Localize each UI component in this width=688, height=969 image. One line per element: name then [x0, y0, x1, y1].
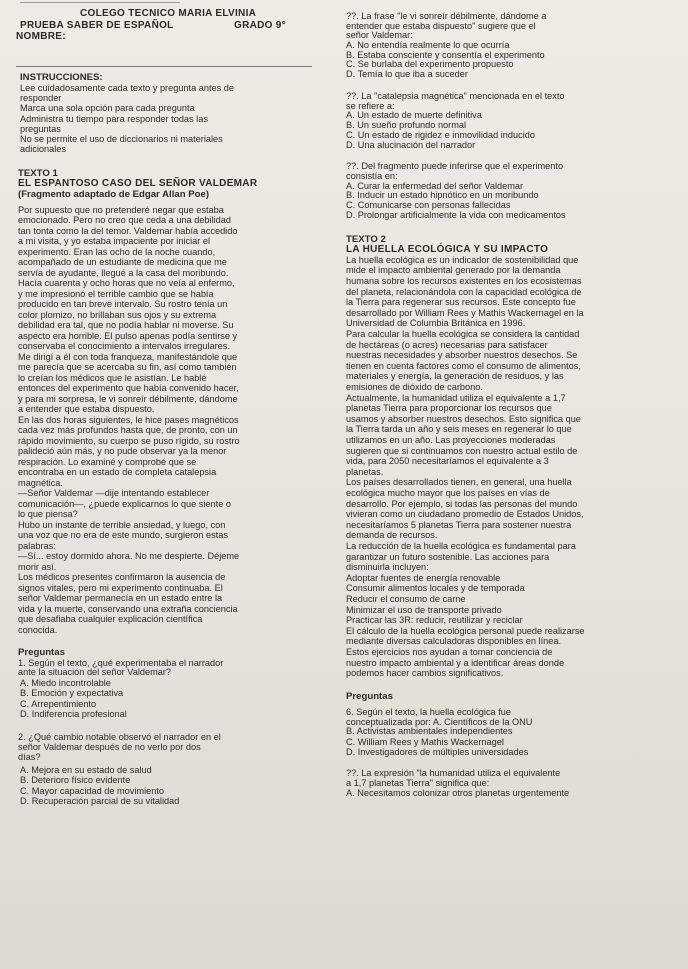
- text1-line: respiración. Lo examiné y comprobé que se: [18, 456, 197, 467]
- instruction-line: Marca una sola opción para cada pregunta: [20, 103, 195, 114]
- question-2-text: 2. ¿Qué cambio notable observó el narrador en el: [18, 732, 221, 743]
- question-2-text: días?: [18, 752, 41, 763]
- text2-line: planetas Tierra para proporcionar los recursos que: [346, 403, 552, 414]
- q6-option[interactable]: C. William Rees y Mathis Wackernagel: [346, 736, 504, 747]
- text2-line: utilizamos en un año. Las proyecciones moderadas: [346, 435, 556, 445]
- instructions-title: INSTRUCCIONES:: [20, 72, 103, 83]
- question-3-text: ??. La frase "le vi sonreír débilmente, dándome a: [346, 11, 547, 21]
- instruction-line: responder: [20, 93, 62, 104]
- text1-line: palideció aún más, y no pude observar ya la menor: [18, 446, 227, 457]
- text2-line: mediante diversas calculadoras disponibles en línea.: [346, 636, 562, 647]
- text1-line: rápido movimiento, su cuerpo se puso rígido, su rostro: [18, 435, 240, 446]
- text1-line: comunicación—, ¿puede explicarnos lo que siente o: [18, 498, 231, 509]
- text2-line: Estos ejercicios nos ayudan a tomar conciencia de: [346, 647, 553, 657]
- q4-option[interactable]: C. Un estado de rigidez e inmovilidad inducido: [346, 129, 535, 140]
- instruction-line: preguntas: [20, 123, 61, 134]
- text2-line: planetas.: [346, 466, 384, 477]
- q5-option[interactable]: C. Comunicarse con personas fallecidas: [346, 200, 511, 211]
- text1-line: lo que piensa?: [18, 509, 78, 520]
- text1-line: magnética.: [18, 477, 63, 488]
- text1-line: que desafiaba cualquier explicación científica: [18, 614, 203, 625]
- text2-line: emisiones de dióxido de carbono.: [346, 382, 483, 392]
- text2-line: materiales y energía, la generación de residuos, y las: [346, 371, 564, 382]
- text2-line: la Tierra para regenerar sus recursos. Este concepto fue: [346, 297, 576, 308]
- text2-line: La reducción de la huella ecológica es fundamental para: [346, 541, 576, 551]
- text1-line: una voz que no era de este mundo, surgieron estas: [18, 530, 228, 541]
- text1-line: debilidad era tal, que no podía hablar ni moverse. Su: [18, 320, 234, 331]
- text1-line: me parecía que se acercaba su fin, así como también: [18, 362, 237, 373]
- text1-line: palabras:: [18, 540, 56, 551]
- text2-line: podemos hacer cambios significativos.: [346, 668, 504, 679]
- q6-option[interactable]: D. Investigadores de múltiples universidades: [346, 747, 529, 758]
- text1-title: EL ESPANTOSO CASO DEL SEÑOR VALDEMAR: [18, 178, 258, 190]
- text1-line: lo creían los médicos que le asistían. Le hablé: [18, 372, 207, 383]
- question-4-text: ??. La "catalepsia magnética" mencionada en el texto: [346, 91, 565, 101]
- text2-line: vida, para 2050 necesitaríamos el equivalente a 3: [346, 456, 549, 467]
- text1-line: y me impresionó el terrible cambio que se había: [18, 288, 214, 299]
- q2-option[interactable]: C. Mayor capacidad de movimiento: [20, 785, 165, 796]
- test-title: PRUEBA SABER DE ESPAÑOL: [20, 20, 174, 31]
- text2-line: Actualmente, la humanidad utiliza el equivalente a 1,7: [346, 392, 566, 403]
- text2-line: La huella ecológica es un indicador de sostenibilidad que: [346, 254, 579, 265]
- questions-title: Preguntas: [18, 647, 65, 659]
- text2-line: necesitaríamos 5 planetas Tierra para sostener nuestra: [346, 519, 572, 530]
- text2-line: Practicar las 3R: reducir, reutilizar y reciclar: [346, 615, 523, 626]
- instruction-line: Administra tu tiempo para responder todas las: [20, 113, 208, 124]
- question-3-text: señor Valdemar:: [346, 30, 413, 41]
- instruction-line: adicionales: [20, 144, 66, 155]
- text1-line: Los médicos presentes confirmaron la ausencia de: [18, 572, 226, 583]
- text1-line: signos vitales, pero mi experimento continuaba. El: [18, 582, 223, 593]
- text2-line: Los países desarrollados tienen, en general, una huella: [346, 477, 572, 488]
- q1-option[interactable]: C. Arrepentimiento: [20, 698, 97, 709]
- text2-line: Universidad de Columbia Británica en 1996.: [346, 318, 526, 329]
- text1-line: y para mi sorpresa, le vi sonreír débilmente, dándome: [18, 393, 238, 404]
- top-divider: [20, 2, 180, 3]
- text1-line: morir así.: [18, 561, 57, 572]
- text2-line: tienen en cuenta factores como el consumo de alimentos,: [346, 360, 581, 371]
- text2-line: desarrollo. Por ejemplo, si todas las personas del mundo: [346, 498, 578, 509]
- q6-option[interactable]: B. Activistas ambientales independientes: [346, 726, 513, 737]
- text2-line: nuestro impacto ambiental y a identificar áreas donde: [346, 657, 565, 668]
- text1-line: experimento. Eran las ocho de la noche cuando,: [18, 246, 216, 257]
- question-1-text: ante la situación del señor Valdemar?: [18, 667, 172, 678]
- text1-line: —Señor Valdemar —dije intentando establecer: [18, 488, 210, 499]
- q5-option[interactable]: D. Prolongar artificialmente la vida con medicamentos: [346, 210, 566, 220]
- question-2-text: señor Valdemar después de no verlo por dos: [18, 742, 201, 753]
- name-label: NOMBRE:: [16, 31, 66, 42]
- instruction-line: No se permite el uso de diccionarios ni materiales: [20, 134, 223, 144]
- text2-line: Minimizar el uso de transporte privado: [346, 604, 502, 615]
- q1-option[interactable]: A. Miedo incontrolable: [20, 677, 111, 688]
- question-5-text: consistía en:: [346, 171, 398, 181]
- text1-line: Hubo un instante de terrible ansiedad, y luego, con: [18, 519, 226, 530]
- questions-2-title: Preguntas: [346, 690, 393, 702]
- text2-line: Consumir alimentos locales y de temporada: [346, 583, 525, 594]
- text2-line: sugieren que si continuamos con nuestro actual estilo de: [346, 445, 578, 456]
- text1-line: Hacía cuarenta y ocho horas que no veía al enfermo,: [18, 278, 235, 289]
- text2-line: garantizar un futuro sostenible. Las acciones para: [346, 551, 550, 562]
- text2-line: Adoptar fuentes de energía renovable: [346, 572, 501, 583]
- text2-line: demanda de recursos.: [346, 530, 438, 541]
- text2-line: Reducir el consumo de carne: [346, 594, 466, 604]
- question-5-text: ??. Del fragmento puede inferirse que el experimento: [346, 161, 564, 172]
- text1-line: vida y la muerte, conservando una extraña conciencia: [18, 603, 238, 614]
- q2-option[interactable]: A. Mejora en su estado de salud: [20, 765, 152, 776]
- text1-line: aspecto era horrible. El pulso apenas podía sentirse y: [18, 330, 238, 341]
- text1-line: señor Valdemar permanecía en un estado entre la: [18, 593, 223, 604]
- question-7-text: a 1,7 planetas Tierra" significa que:: [346, 777, 490, 788]
- text1-line: En las dos horas siguientes, le hice pases magnéticos: [18, 414, 239, 425]
- school-name: COLEGO TECNICO MARIA ELVINIA: [80, 8, 257, 19]
- text2-line: humana sobre los recursos existentes en los ecosistemas: [346, 276, 582, 286]
- grade-label: GRADO 9°: [234, 20, 286, 31]
- q4-option[interactable]: B. Un sueño profundo normal: [346, 120, 467, 130]
- q2-option[interactable]: B. Deterioro físico evidente: [20, 775, 131, 786]
- question-6-text: 6. Según el texto, la huella ecológica fue: [346, 706, 511, 717]
- text1-label: TEXTO 1: [18, 168, 58, 180]
- text1-line: color plomizo, no brillaban sus ojos y su extrema: [18, 309, 217, 320]
- q5-option[interactable]: B. Inducir un estado hipnótico en un moribundo: [346, 190, 539, 201]
- question-3-text: entender que estaba dispuesto" sugiere que el: [346, 20, 536, 31]
- text2-label: TEXTO 2: [346, 233, 386, 245]
- text2-line: del planeta, relacionándola con la capacidad ecológica de: [346, 286, 582, 297]
- text1-line: servía de ayudante, llegué a la casa del moribundo.: [18, 267, 229, 278]
- text1-line: Por supuesto que no pretenderé negar que estaba: [18, 204, 224, 215]
- q4-option[interactable]: D. Una alucinación del narrador: [346, 139, 476, 150]
- q1-option[interactable]: D. Indiferencia profesional: [20, 708, 127, 719]
- text2-line: desarrollado por William Rees y Mathis Wackernagel en la: [346, 307, 584, 318]
- text1-line: Me dirigí a él con toda franqueza, manifestándole que: [18, 351, 238, 362]
- q7-option[interactable]: A. Necesitamos colonizar otros planetas urgentemente: [346, 787, 570, 798]
- q5-option[interactable]: A. Curar la enfermedad del señor Valdemar: [346, 180, 524, 191]
- text2-line: El cálculo de la huella ecológica personal puede realizarse: [346, 625, 585, 636]
- text1-line: cada vez más profundos hasta que, de pronto, con un: [18, 425, 238, 436]
- text1-subtitle: (Fragmento adaptado de Edgar Allan Poe): [18, 188, 210, 200]
- text1-line: tan tonta como la del temor. Valdemar había accedido: [18, 225, 238, 236]
- text1-line: a mi visita, y yo estaba impaciente por iniciar el: [18, 236, 210, 247]
- q3-option[interactable]: A. No entendía realmente lo que ocurría: [346, 39, 510, 50]
- text2-line: usamos y absorber nuestros desechos. Esto significa que: [346, 413, 581, 424]
- text2-line: de hectáreas (o acres) necesarias para satisfacer: [346, 339, 548, 350]
- question-7-text: ??. La expresión "la humanidad utiliza el equivalente: [346, 767, 561, 778]
- text2-line: ecológica mucho mayor que los países en vías de: [346, 488, 550, 498]
- text2-line: nuestras necesidades y absorber nuestros desechos. Se: [346, 350, 578, 361]
- text1-line: conservaba el conocimiento a intervalos irregulares.: [18, 341, 230, 352]
- q4-option[interactable]: A. Un estado de muerte definitiva: [346, 110, 482, 121]
- q3-option[interactable]: C. Se burlaba del experimento propuesto: [346, 59, 514, 70]
- q1-option[interactable]: B. Emoción y expectativa: [20, 688, 124, 699]
- text1-line: conocida.: [18, 624, 58, 635]
- text1-line: encontraba en un estado de completa catalepsia: [18, 467, 217, 478]
- text2-line: vivieran como un ciudadano promedio de Estados Unidos,: [346, 509, 584, 520]
- question-6-text: conceptualizada por: A. Científicos de la ONU: [346, 716, 533, 727]
- text2-line: Para calcular la huella ecológica se considera la cantidad: [346, 329, 580, 339]
- q3-option[interactable]: B. Estaba consciente y consentía el experimento: [346, 49, 545, 60]
- text1-line: a entender que estaba dispuesto.: [18, 404, 155, 415]
- text1-line: entonces del experimento que había convenido hacer,: [18, 383, 239, 394]
- text2-line: disminuirla incluyen:: [346, 562, 429, 573]
- question-1-text: 1. Según el texto, ¿qué experimentaba el narrador: [18, 657, 224, 668]
- q2-option[interactable]: D. Recuperación parcial de su vitalidad: [20, 796, 180, 806]
- instruction-line: Lee cuidadosamente cada texto y pregunta antes de: [20, 83, 235, 93]
- text1-line: —Sí... estoy dormido ahora. No me despierte. Déjeme: [18, 551, 240, 562]
- text1-line: acompañado de un estudiante de medicina que me: [18, 257, 227, 268]
- text2-line: la Tierra tarda un año y seis meses en regenerar lo que: [346, 424, 572, 435]
- text1-line: emocionado. Pero no creo que ceda a una debilidad: [18, 215, 231, 226]
- text2-title: LA HUELLA ECOLÓGICA Y SU IMPACTO: [346, 243, 549, 255]
- text1-line: producido en tan breve intervalo. Su rostro tenía un: [18, 299, 228, 310]
- name-line[interactable]: [16, 66, 312, 67]
- q3-option[interactable]: D. Temía lo que iba a suceder: [346, 69, 468, 80]
- text2-line: mide el impacto ambiental generado por la demanda: [346, 265, 561, 276]
- question-4-text: se refiere a:: [346, 100, 395, 111]
